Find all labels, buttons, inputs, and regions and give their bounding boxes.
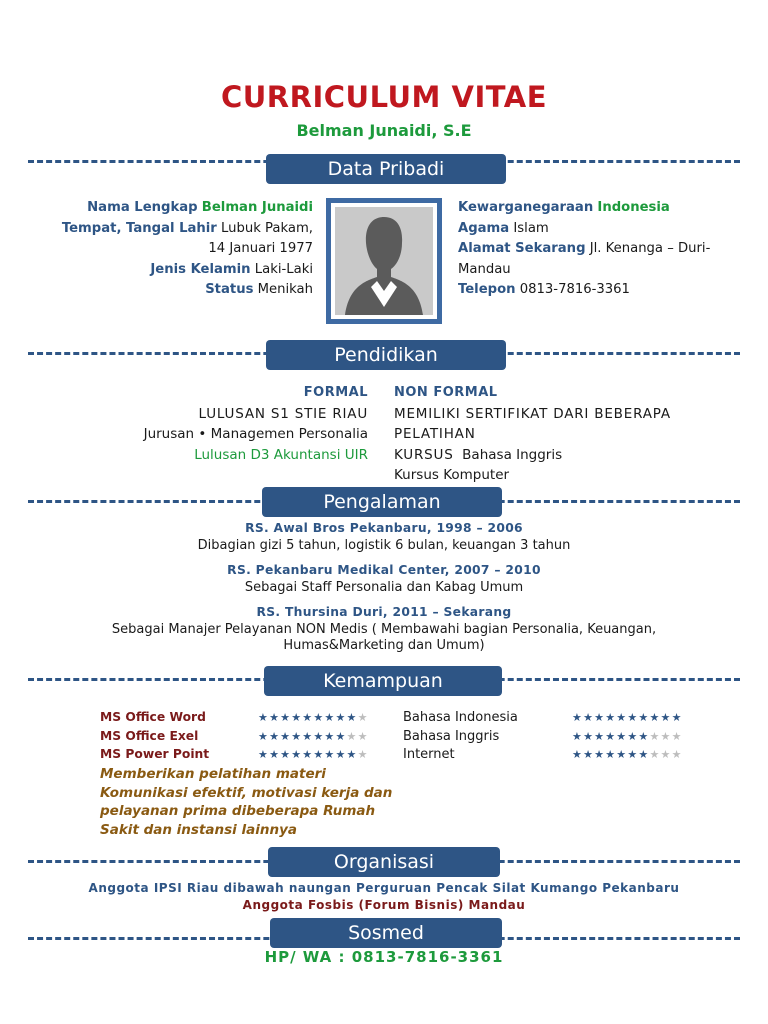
value-tanggal-lahir: 14 Januari 1977 xyxy=(208,241,313,256)
star-filled-icon: ★ xyxy=(258,711,270,724)
star-filled-icon: ★ xyxy=(280,748,292,761)
star-filled-icon: ★ xyxy=(302,748,314,761)
star-filled-icon: ★ xyxy=(594,711,606,724)
star-empty-icon: ★ xyxy=(671,748,683,761)
skill-stars xyxy=(572,730,683,743)
star-filled-icon: ★ xyxy=(258,748,270,761)
star-filled-icon: ★ xyxy=(313,711,325,724)
experience-heading: RS. Pekanbaru Medikal Center, 2007 – 2010 xyxy=(227,563,541,577)
star-filled-icon: ★ xyxy=(605,748,617,761)
avatar-silhouette-icon xyxy=(335,207,433,315)
star-filled-icon: ★ xyxy=(627,748,639,761)
personal-right xyxy=(458,198,740,301)
star-filled-icon: ★ xyxy=(594,748,606,761)
contact-hp-wa: HP/ WA : 0813-7816-3361 xyxy=(264,948,504,966)
skill-stars xyxy=(258,711,369,724)
person-name: Belman Junaidi, S.E xyxy=(296,121,472,140)
star-filled-icon: ★ xyxy=(324,748,336,761)
personal-left: Nama Lengkap Belman Junaidi Tempat, Tangal Lahir Lubuk Pakam, 14 Januari 1977 Jenis Kelamin Laki-Laki Status Menikah xyxy=(30,198,313,301)
star-filled-icon: ★ xyxy=(335,730,347,743)
label-kewarganegaraan: Kewarganegaraan xyxy=(458,200,594,215)
star-filled-icon: ★ xyxy=(616,748,628,761)
skill-name: Bahasa Indonesia xyxy=(403,710,518,725)
star-empty-icon: ★ xyxy=(649,730,661,743)
nonformal-item: Kursus Komputer xyxy=(394,467,510,483)
value-telepon: 0813-7816-3361 xyxy=(519,282,630,297)
nonformal-item: Bahasa Inggris xyxy=(462,446,563,463)
education-nonformal xyxy=(394,383,724,486)
label-tanggal-lahir: Tangal Lahir xyxy=(126,220,217,236)
experience-desc: Dibagian gizi 5 tahun, logistik 6 bulan, keuangan 3 tahun xyxy=(197,538,571,553)
experience-heading: RS. Thursina Duri, 2011 – Sekarang xyxy=(256,605,512,619)
star-filled-icon: ★ xyxy=(335,711,347,724)
star-filled-icon: ★ xyxy=(638,748,650,761)
star-filled-icon: ★ xyxy=(313,730,325,743)
nonformal-item: MEMILIKI SERTIFIKAT DARI BEBERAPA xyxy=(394,405,671,422)
label-telepon: Telepon xyxy=(458,282,516,297)
note-line: pelayanan prima dibeberapa Rumah xyxy=(100,803,376,819)
star-filled-icon: ★ xyxy=(291,748,303,761)
skill-name: MS Power Point xyxy=(100,747,210,761)
label-tempat: Tempat xyxy=(61,220,117,236)
star-filled-icon: ★ xyxy=(572,711,584,724)
star-filled-icon: ★ xyxy=(346,711,358,724)
star-empty-icon: ★ xyxy=(671,730,683,743)
label-status: Status xyxy=(205,282,254,297)
label-nama: Nama Lengkap xyxy=(87,200,198,215)
value-alamat-2: Mandau xyxy=(458,261,511,277)
experience-desc: Sebagai Manajer Pelayanan NON Medis ( Membawahi bagian Personalia, Keuangan, xyxy=(111,622,657,637)
star-filled-icon: ★ xyxy=(605,711,617,724)
star-filled-icon: ★ xyxy=(616,730,628,743)
star-empty-icon: ★ xyxy=(649,748,661,761)
star-filled-icon: ★ xyxy=(324,711,336,724)
star-filled-icon: ★ xyxy=(258,730,270,743)
star-filled-icon: ★ xyxy=(324,730,336,743)
nonformal-item: KURSUS xyxy=(394,446,454,463)
star-filled-icon: ★ xyxy=(671,711,683,724)
star-filled-icon: ★ xyxy=(605,730,617,743)
star-filled-icon: ★ xyxy=(572,730,584,743)
section-title-sosmed: Sosmed xyxy=(270,918,502,948)
star-filled-icon: ★ xyxy=(616,711,628,724)
star-filled-icon: ★ xyxy=(583,730,595,743)
label-agama: Agama xyxy=(458,220,510,236)
note-line: Sakit dan instansi lainnya xyxy=(100,821,297,838)
label-jenis-kelamin: Jenis Kelamin xyxy=(150,261,251,277)
skill-stars xyxy=(572,711,683,724)
star-empty-icon: ★ xyxy=(357,711,369,724)
value-agama: Islam xyxy=(513,220,549,236)
star-filled-icon: ★ xyxy=(627,730,639,743)
skill-name: Bahasa Inggris xyxy=(403,729,500,744)
experience-desc: Humas&Marketing dan Umum) xyxy=(283,638,485,653)
star-filled-icon: ★ xyxy=(269,748,281,761)
star-filled-icon: ★ xyxy=(594,730,606,743)
experience-desc: Sebagai Staff Personalia dan Kabag Umum xyxy=(244,580,524,595)
star-filled-icon: ★ xyxy=(583,711,595,724)
star-empty-icon: ★ xyxy=(357,748,369,761)
star-filled-icon: ★ xyxy=(660,711,672,724)
value-status: Menikah xyxy=(257,282,313,297)
experience-heading: RS. Awal Bros Pekanbaru, 1998 – 2006 xyxy=(245,521,523,535)
star-empty-icon: ★ xyxy=(357,730,369,743)
skill-name: MS Office Word xyxy=(100,710,206,724)
star-empty-icon: ★ xyxy=(660,748,672,761)
section-title-pengalaman: Pengalaman xyxy=(262,487,502,517)
formal-item: Lulusan D3 Akuntansi UIR xyxy=(194,446,368,463)
nonformal-heading: NON FORMAL xyxy=(394,385,498,400)
label-alamat: Alamat Sekarang xyxy=(458,241,586,256)
star-filled-icon: ★ xyxy=(313,748,325,761)
star-filled-icon: ★ xyxy=(302,711,314,724)
star-filled-icon: ★ xyxy=(583,748,595,761)
star-filled-icon: ★ xyxy=(572,748,584,761)
formal-item: LULUSAN S1 STIE RIAU xyxy=(198,405,368,422)
star-empty-icon: ★ xyxy=(660,730,672,743)
star-filled-icon: ★ xyxy=(280,730,292,743)
section-title-pendidikan: Pendidikan xyxy=(266,340,506,370)
note-line: Komunikasi efektif, motivasi kerja dan xyxy=(100,784,393,801)
skill-stars xyxy=(258,730,369,743)
star-filled-icon: ★ xyxy=(291,711,303,724)
star-filled-icon: ★ xyxy=(280,711,292,724)
section-title-organisasi: Organisasi xyxy=(268,847,500,877)
star-filled-icon: ★ xyxy=(335,748,347,761)
section-title-kemampuan: Kemampuan xyxy=(264,666,502,696)
organization-line: Anggota IPSI Riau dibawah naungan Perguruan Pencak Silat Kumango Pekanbaru xyxy=(88,881,680,895)
formal-item: Jurusan • Managemen Personalia xyxy=(143,426,368,442)
value-alamat-1: Jl. Kenanga – Duri- xyxy=(589,241,711,256)
value-jenis-kelamin: Laki-Laki xyxy=(254,261,313,277)
star-filled-icon: ★ xyxy=(649,711,661,724)
star-filled-icon: ★ xyxy=(291,730,303,743)
skill-stars xyxy=(572,748,683,761)
value-nama: Belman Junaidi xyxy=(201,200,313,215)
value-tempat: Lubuk Pakam, xyxy=(221,220,313,236)
star-filled-icon: ★ xyxy=(638,730,650,743)
skill-name: Internet xyxy=(403,747,455,762)
star-filled-icon: ★ xyxy=(269,711,281,724)
skills-note xyxy=(100,765,400,839)
skill-name: MS Office Exel xyxy=(100,729,199,743)
value-kewarganegaraan: Indonesia xyxy=(597,200,670,215)
star-filled-icon: ★ xyxy=(627,711,639,724)
cv-title: CURRICULUM VITAE xyxy=(220,80,548,114)
education-formal xyxy=(30,383,368,465)
star-empty-icon: ★ xyxy=(346,730,358,743)
note-line: Memberikan pelatihan materi xyxy=(100,766,326,782)
nonformal-item: PELATIHAN xyxy=(394,426,476,442)
section-title-data-pribadi: Data Pribadi xyxy=(266,154,506,184)
organization-line: Anggota Fosbis (Forum Bisnis) Mandau xyxy=(242,898,526,912)
formal-heading: FORMAL xyxy=(303,385,368,400)
star-filled-icon: ★ xyxy=(638,711,650,724)
star-filled-icon: ★ xyxy=(269,730,281,743)
skill-stars xyxy=(258,748,369,761)
profile-photo xyxy=(326,198,442,324)
star-filled-icon: ★ xyxy=(302,730,314,743)
star-filled-icon: ★ xyxy=(346,748,358,761)
